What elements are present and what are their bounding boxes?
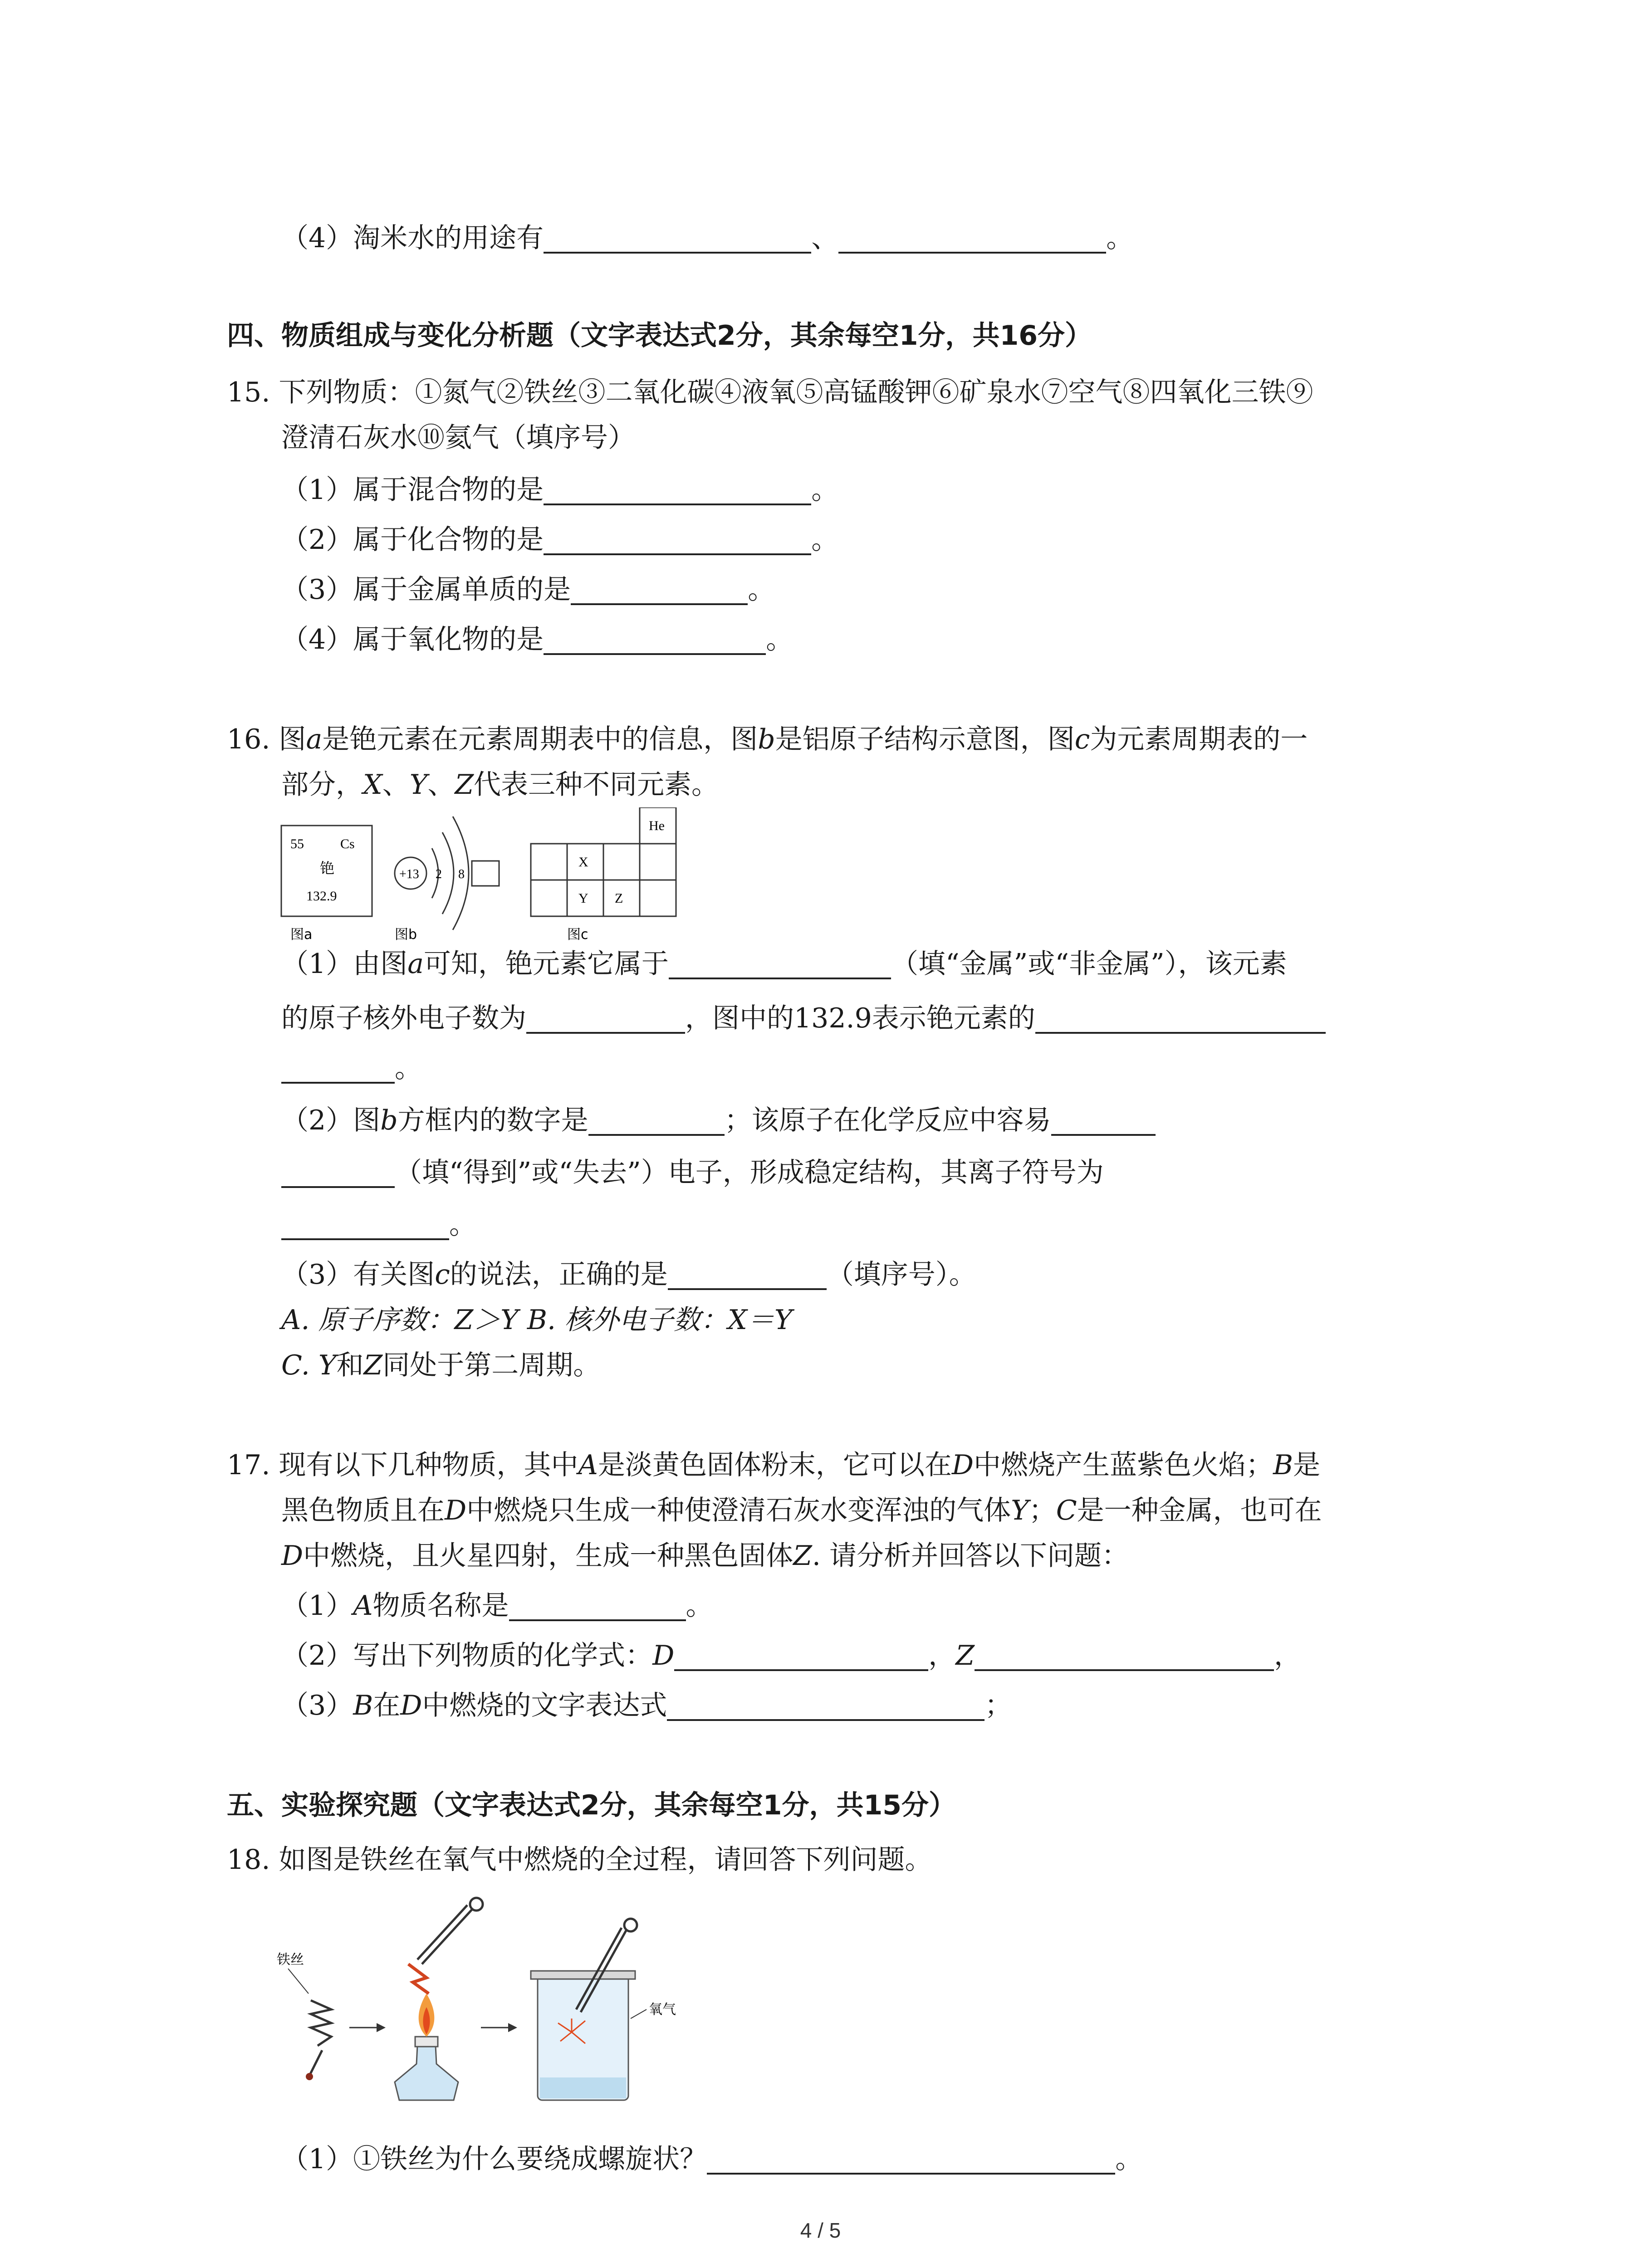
q15-part2: （2）属于化合物的是 。: [281, 524, 839, 556]
answer-blank[interactable]: [674, 1642, 928, 1671]
svg-text:55: 55: [290, 836, 304, 851]
arrow-icon: [349, 2023, 386, 2032]
q18-stem: 18. 如图是铁丝在氧气中燃烧的全过程，请回答下列问题。: [227, 1844, 932, 1876]
q17-part2: （2）写出下列物质的化学式：D ，Z ，: [281, 1640, 1301, 1672]
svg-text:2: 2: [436, 867, 442, 881]
q16-option-c: C. Y和Z同处于第二周期。: [281, 1349, 601, 1381]
crucible-tongs-icon: [417, 1898, 483, 1964]
q17-stem-line3: D中燃烧，且火星四射，生成一种黑色固体Z. 请分析并回答以下问题：: [281, 1540, 1129, 1572]
answer-blank[interactable]: [667, 1692, 985, 1721]
answer-blank[interactable]: [707, 2146, 1115, 2175]
answer-box: [472, 861, 499, 886]
answer-blank[interactable]: [544, 476, 811, 505]
answer-blank[interactable]: [526, 1005, 685, 1034]
q16-part2-line3: 。: [281, 1207, 476, 1243]
q15-part1: （1）属于混合物的是 。: [281, 474, 839, 506]
figure-a-cesium-cell: [281, 826, 372, 943]
q15-part3: （3）属于金属单质的是 。: [281, 574, 775, 606]
q18-part1: （1）①铁丝为什么要绕成螺旋状？ 。: [281, 2143, 1143, 2175]
answer-blank[interactable]: [509, 1592, 686, 1621]
svg-text:X: X: [578, 855, 588, 870]
svg-text:Cs: Cs: [340, 836, 355, 851]
q15-stem-line2: 澄清石灰水⑩氦气（填序号）: [281, 422, 635, 454]
svg-text:氧气: 氧气: [649, 2002, 676, 2018]
answer-blank[interactable]: [281, 1159, 395, 1188]
answer-blank[interactable]: [668, 1261, 827, 1290]
svg-text:Z: Z: [615, 891, 623, 906]
section-5-title: 五、实验探究题（文字表达式2分，其余每空1分，共15分）: [227, 1789, 956, 1821]
svg-text:图b: 图b: [395, 927, 417, 943]
answer-blank[interactable]: [975, 1642, 1274, 1671]
q18-iron-wire-figure: [268, 1896, 744, 2109]
q16-stem-line2: 部分，X、Y、Z代表三种不同元素。: [281, 769, 719, 801]
answer-blank[interactable]: [544, 526, 811, 555]
svg-text:铁丝: 铁丝: [277, 1952, 304, 1968]
svg-text:图a: 图a: [290, 927, 313, 943]
section-4-title: 四、物质组成与变化分析题（文字表达式2分，其余每空1分，共16分）: [227, 320, 1092, 352]
answer-blank[interactable]: [588, 1107, 725, 1136]
q17-stem-line1: 17. 现有以下几种物质，其中A是淡黄色固体粉末，它可以在D中燃烧产生蓝紫色火焰；B是: [227, 1449, 1321, 1481]
svg-text:He: He: [649, 818, 665, 833]
svg-text:Y: Y: [578, 891, 588, 906]
svg-text:8: 8: [458, 867, 465, 881]
q17-part3: （3）B在D中燃烧的文字表达式 ；: [281, 1690, 1012, 1721]
q15-stem-line1: 15. 下列物质：①氮气②铁丝③二氧化碳④液氧⑤高锰酸钾⑥矿泉水⑦空气⑧四氧化三铁⑨: [227, 376, 1313, 408]
coiled-iron-wire-icon: [309, 2000, 331, 2077]
q16-figures: [272, 807, 699, 943]
answer-blank[interactable]: [281, 1211, 449, 1240]
q14-part4: （4）淘米水的用途有 、 。: [281, 222, 1134, 254]
answer-blank[interactable]: [281, 1055, 395, 1084]
answer-blank[interactable]: [571, 576, 748, 605]
svg-text:+13: +13: [399, 867, 419, 881]
answer-blank[interactable]: [544, 626, 766, 655]
page-number: 4 / 5: [800, 2219, 841, 2242]
svg-text:图c: 图c: [567, 927, 588, 943]
q17-stem-line2: 黑色物质且在D中燃烧只生成一种使澄清石灰水变浑浊的气体Y；C是一种金属，也可在: [281, 1495, 1322, 1526]
answer-blank[interactable]: [544, 225, 811, 254]
svg-text:铯: 铯: [320, 860, 335, 877]
answer-blank[interactable]: [1051, 1107, 1156, 1136]
answer-blank[interactable]: [838, 225, 1106, 254]
q15-part4: （4）属于氧化物的是 。: [281, 624, 794, 655]
q16-part2-line1: （2）图b方框内的数字是 ；该原子在化学反应中容易: [281, 1102, 1156, 1139]
q16-part1-line1: （1）由图a可知，铯元素它属于 （填“金属”或“非金属”），该元素: [281, 948, 1287, 980]
answer-blank[interactable]: [669, 950, 891, 979]
q16-part2-line2: （填“得到”或“失去”）电子，形成稳定结构，其离子符号为: [281, 1154, 1104, 1191]
q16-part3: （3）有关图c的说法，正确的是 （填序号）。: [281, 1259, 976, 1290]
q16-part1-line3: 。: [281, 1050, 422, 1086]
figure-b-aluminum-atom: [395, 816, 499, 943]
q16-stem-line1: 16. 图a是铯元素在元素周期表中的信息，图b是铝原子结构示意图，图c为元素周期表的一: [227, 723, 1308, 755]
answer-blank[interactable]: [1035, 1005, 1326, 1034]
q16-part1-line2: 的原子核外电子数为 ，图中的132.9表示铯元素的: [281, 1000, 1326, 1036]
q16-options-ab: A. 原子序数：Z＞Y B. 核外电子数：X＝Y: [281, 1304, 793, 1336]
alcohol-lamp-icon: [395, 1994, 458, 2100]
arrow-icon: [481, 2023, 517, 2032]
q17-part1: （1）A物质名称是 。: [281, 1590, 713, 1622]
gas-jar-icon: [531, 1971, 635, 2100]
svg-text:132.9: 132.9: [306, 889, 337, 904]
